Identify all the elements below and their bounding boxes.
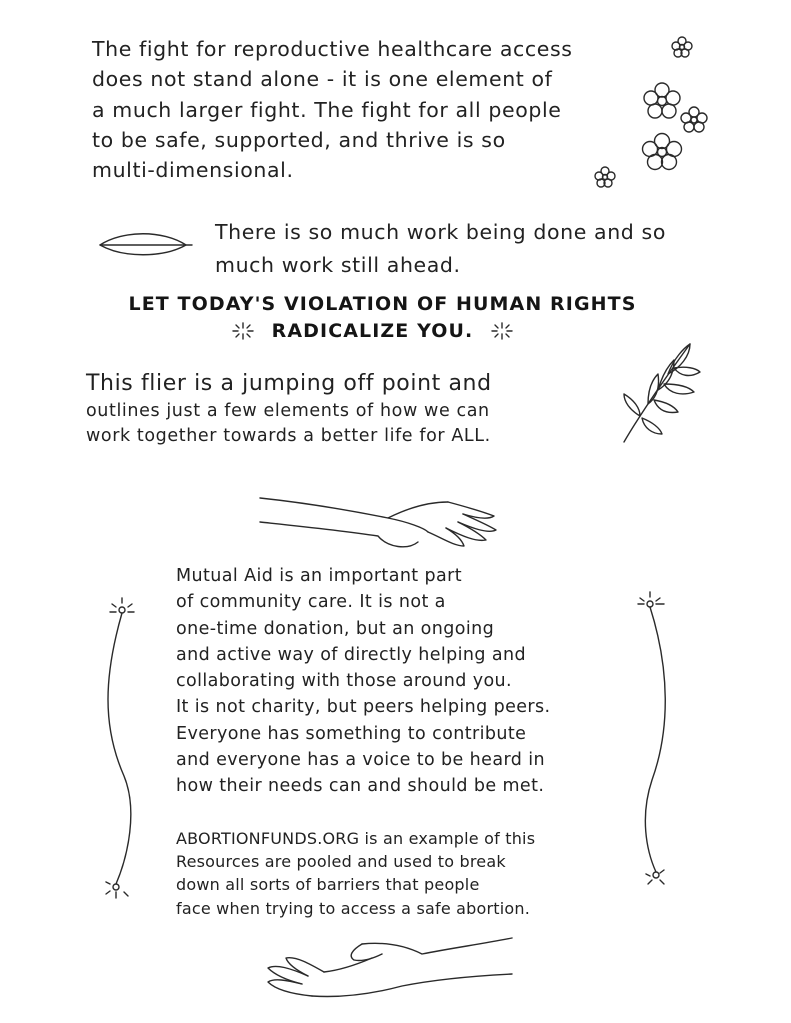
mutual-aid-paragraph — [176, 563, 551, 799]
intro-line: The fight for reproductive healthcare access — [92, 37, 573, 61]
abortion-funds-paragraph — [176, 827, 535, 920]
vine-icon — [98, 596, 142, 900]
mutual-aid-line: how their needs can and should be met. — [176, 776, 545, 796]
leaf-icon — [98, 228, 194, 262]
mutual-aid-line: Everyone has something to contribute — [176, 723, 527, 744]
mutual-aid-line: collaborating with those around you. — [176, 671, 513, 691]
intro-line: to be safe, supported, and thrive is so — [92, 127, 506, 152]
mutual-aid-line: of community care. It is not a — [176, 592, 446, 613]
flier-line: work together towards a better life for ALL. — [86, 426, 491, 447]
abortion-funds-line: Resources are pooled and used to break — [176, 852, 506, 872]
intro-line: multi-dimensional. — [92, 158, 294, 183]
vine-icon — [630, 590, 674, 894]
work-line: much work still ahead. — [215, 252, 461, 277]
work-line: There is so much work being done and so — [215, 220, 666, 244]
intro-line: a much larger fight. The fight for all people — [92, 97, 562, 122]
mutual-aid-line: one-time donation, but an ongoing — [176, 618, 495, 639]
sparkle-icon — [491, 322, 513, 340]
mutual-aid-line: Mutual Aid is an important part — [176, 566, 463, 586]
flier-line: outlines just a few elements of how we can — [86, 401, 490, 422]
branch-icon — [618, 338, 702, 446]
flower-icon — [594, 166, 616, 188]
headline — [0, 293, 745, 342]
work-paragraph — [215, 216, 666, 282]
mutual-aid-line: It is not charity, but peers helping peers. — [176, 697, 551, 718]
mutual-aid-line: and everyone has a voice to be heard in — [176, 749, 545, 770]
flower-icon — [643, 82, 681, 120]
intro-line: does not stand alone - it is one element of — [92, 67, 553, 92]
flower-icon — [671, 36, 693, 58]
flier-paragraph — [86, 368, 492, 449]
flier-line: This flier is a jumping off point and — [86, 371, 492, 396]
headline-line-2-text: RADICALIZE YOU. — [271, 320, 474, 342]
flower-icon — [641, 132, 683, 172]
hand-icon — [262, 934, 514, 1006]
abortion-funds-line: ABORTIONFUNDS.ORG is an example of this — [176, 829, 536, 848]
flower-icon — [680, 106, 708, 134]
abortion-funds-line: down all sorts of barriers that people — [176, 875, 480, 895]
mutual-aid-line: and active way of directly helping and — [176, 644, 527, 665]
intro-paragraph — [92, 34, 573, 186]
hand-icon — [258, 492, 498, 554]
sparkle-icon — [232, 322, 254, 340]
headline-line-1: LET TODAY'S VIOLATION OF HUMAN RIGHTS — [128, 293, 637, 315]
abortion-funds-line: face when trying to access a safe abortion. — [176, 898, 531, 918]
